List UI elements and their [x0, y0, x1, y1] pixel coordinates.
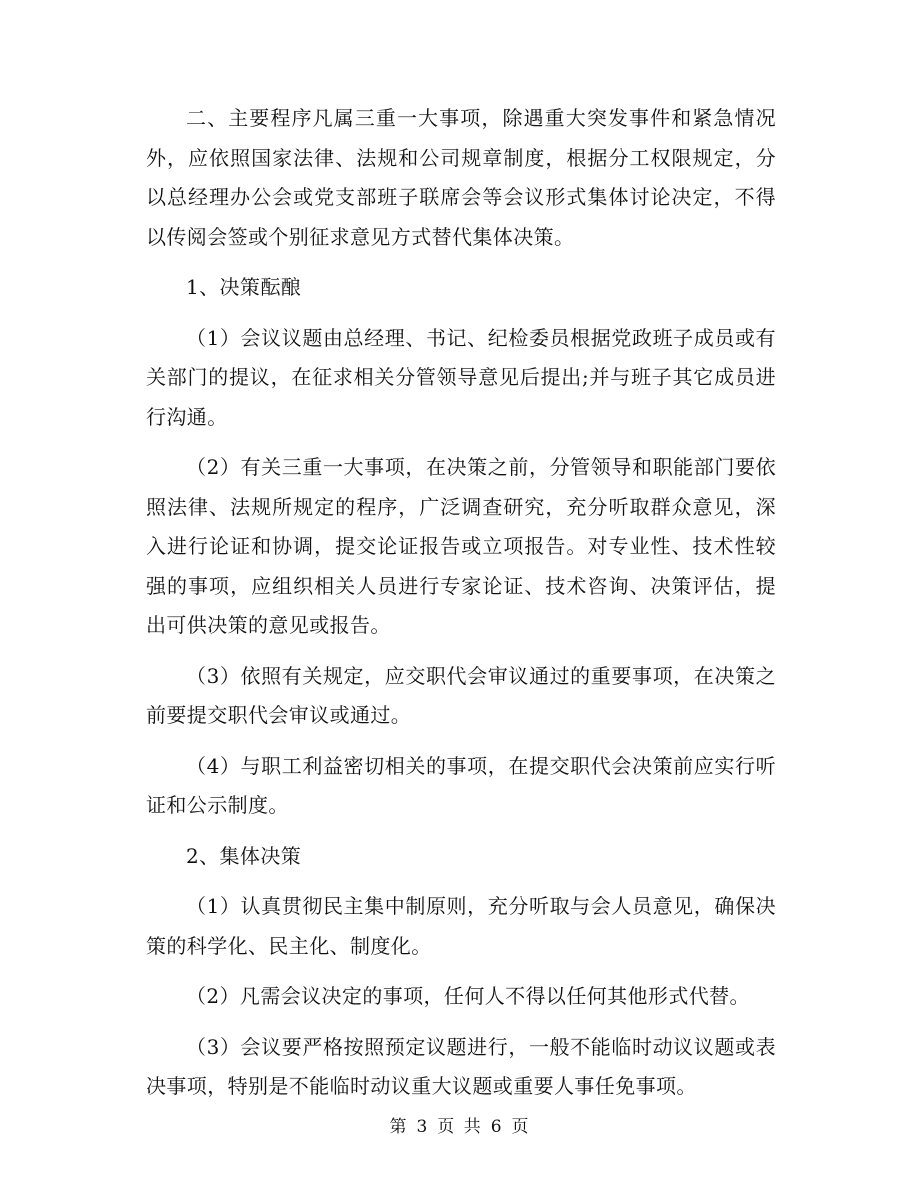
footer-prefix: 第: [389, 1117, 409, 1137]
page-footer: [0, 1112, 920, 1137]
document-body: [146, 99, 776, 1118]
paragraph-item-1-3: （3）依照有关规定，应交职代会审议通过的重要事项，在决策之前要提交职代会审议或通过。: [146, 663, 776, 727]
paragraph-item-1-2: （2）有关三重一大事项，在决策之前，分管领导和职能部门要依照法律、法规所规定的程序，广泛调查研究，充分听取群众意见，深入进行论证和协调，提交论证报告或立项报告。对专业性、技术性较强的事项，应组织相关人员进行专家论证、技术咨询、决策评估，提出可供决策的意见或报告。: [146, 455, 776, 637]
paragraph-item-1-4: （4）与职工利益密切相关的事项，在提交职代会决策前应实行听证和公示制度。: [146, 753, 776, 817]
paragraph-item-2-2: （2）凡需会议决定的事项，任何人不得以任何其他形式代替。: [186, 984, 750, 1008]
footer-page-number: 3: [416, 1117, 430, 1137]
paragraph-main-procedure: 二、主要程序凡属三重一大事项，除遇重大突发事件和紧急情况外，应依照国家法律、法规和公司规章制度，根据分工权限规定，分以总经理办公会或党支部班子联席会等会议形式集体讨论决定，不得以传阅会签或个别征求意见方式替代集体决策。: [146, 106, 776, 249]
footer-suffix: 页: [511, 1117, 531, 1137]
paragraph-item-1-1: （1）会议议题由总经理、书记、纪检委员根据党政班子成员或有关部门的提议，在征求相关分管领导意见后提出;并与班子其它成员进行沟通。: [146, 325, 776, 429]
heading-decision-preparation: 1、决策酝酿: [186, 275, 302, 299]
footer-middle: 页 共: [437, 1117, 483, 1137]
heading-collective-decision: 2、集体决策: [186, 843, 302, 868]
footer-total-pages: 6: [490, 1117, 504, 1137]
paragraph-item-2-1: （1）认真贯彻民主集中制原则，充分听取与会人员意见，确保决策的科学化、民主化、制度化。: [146, 894, 776, 958]
paragraph-item-2-3: （3）会议要严格按照预定议题进行，一般不能临时动议议题或表决事项，特别是不能临时动议重大议题或重要人事任免事项。: [146, 1034, 776, 1098]
